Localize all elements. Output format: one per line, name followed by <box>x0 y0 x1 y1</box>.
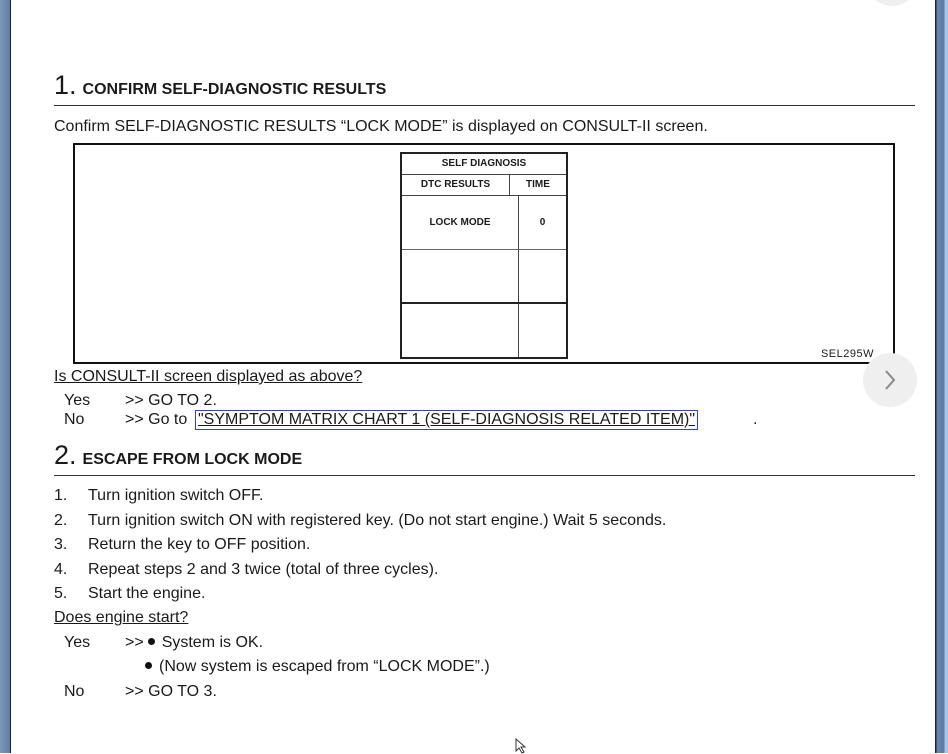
yes-bullet-text: (Now system is escaped from “LOCK MODE”.) <box>159 658 490 675</box>
yes-result-note <box>141 658 490 676</box>
consult-screen-figure <box>73 143 895 364</box>
table-cell-time: 0 <box>539 217 546 228</box>
bullet-icon <box>148 638 155 645</box>
step-1-instruction: Confirm SELF-DIAGNOSTIC RESULTS “LOCK MODE” is displayed on CONSULT-II screen. <box>54 118 708 135</box>
yes-label: Yes <box>64 392 91 409</box>
mouse-cursor-icon <box>515 738 527 754</box>
chevron-right-icon <box>881 368 899 392</box>
step-title: ESCAPE FROM LOCK MODE <box>82 451 303 468</box>
step-number: 1 <box>54 70 70 100</box>
step-number: 2 <box>54 440 70 470</box>
self-diagnosis-table <box>400 152 568 359</box>
list-item-number: 5. <box>54 585 68 602</box>
no-label: No <box>64 683 85 700</box>
list-item: Turn ignition switch OFF. <box>88 487 264 504</box>
yes-bullet-text: System is OK. <box>161 634 264 651</box>
list-item-number: 1. <box>54 487 68 504</box>
next-page-button[interactable] <box>863 353 917 407</box>
list-item: Start the engine. <box>88 585 206 602</box>
list-item-number: 2. <box>54 512 68 529</box>
column-header-time: TIME <box>510 175 566 196</box>
step-2-question: Does engine start? <box>54 609 189 626</box>
no-label: No <box>64 411 85 428</box>
no-action: >> Go to <box>125 411 188 428</box>
table-row-divider <box>402 302 566 304</box>
list-item: Repeat steps 2 and 3 twice (total of three cycles). <box>88 561 439 578</box>
step-2-heading <box>54 440 915 476</box>
window-frame-right <box>935 0 948 753</box>
bullet-icon <box>145 662 152 669</box>
list-item-number: 3. <box>54 536 68 553</box>
list-item: Turn ignition switch ON with registered key. (Do not start engine.) Wait 5 seconds. <box>88 512 667 529</box>
yes-arrow: >> <box>125 634 144 651</box>
step-number-dot: . <box>69 70 77 100</box>
column-header-dtc: DTC RESULTS <box>402 175 510 196</box>
table-divider <box>518 196 519 357</box>
no-suffix: . <box>753 411 758 428</box>
step-number-dot: . <box>69 440 77 470</box>
symptom-matrix-chart-link[interactable]: "SYMPTOM MATRIX CHART 1 (SELF-DIAGNOSIS RELATED ITEM)" <box>195 410 698 430</box>
step-1-heading <box>54 70 915 106</box>
table-cell-dtc: LOCK MODE <box>429 217 491 228</box>
yes-result <box>125 634 263 652</box>
figure-code: SEL295W <box>820 348 874 360</box>
list-item: Return the key to OFF position. <box>88 536 311 553</box>
step-1-question: Is CONSULT-II screen displayed as above? <box>54 368 363 385</box>
table-title: SELF DIAGNOSIS <box>402 154 566 175</box>
no-action: >> GO TO 3. <box>125 683 217 700</box>
step-title: CONFIRM SELF-DIAGNOSTIC RESULTS <box>82 81 387 98</box>
window-frame-left <box>0 0 11 753</box>
yes-action: >> GO TO 2. <box>125 392 217 409</box>
table-row-divider <box>402 249 566 250</box>
yes-label: Yes <box>64 634 91 651</box>
list-item-number: 4. <box>54 561 68 578</box>
